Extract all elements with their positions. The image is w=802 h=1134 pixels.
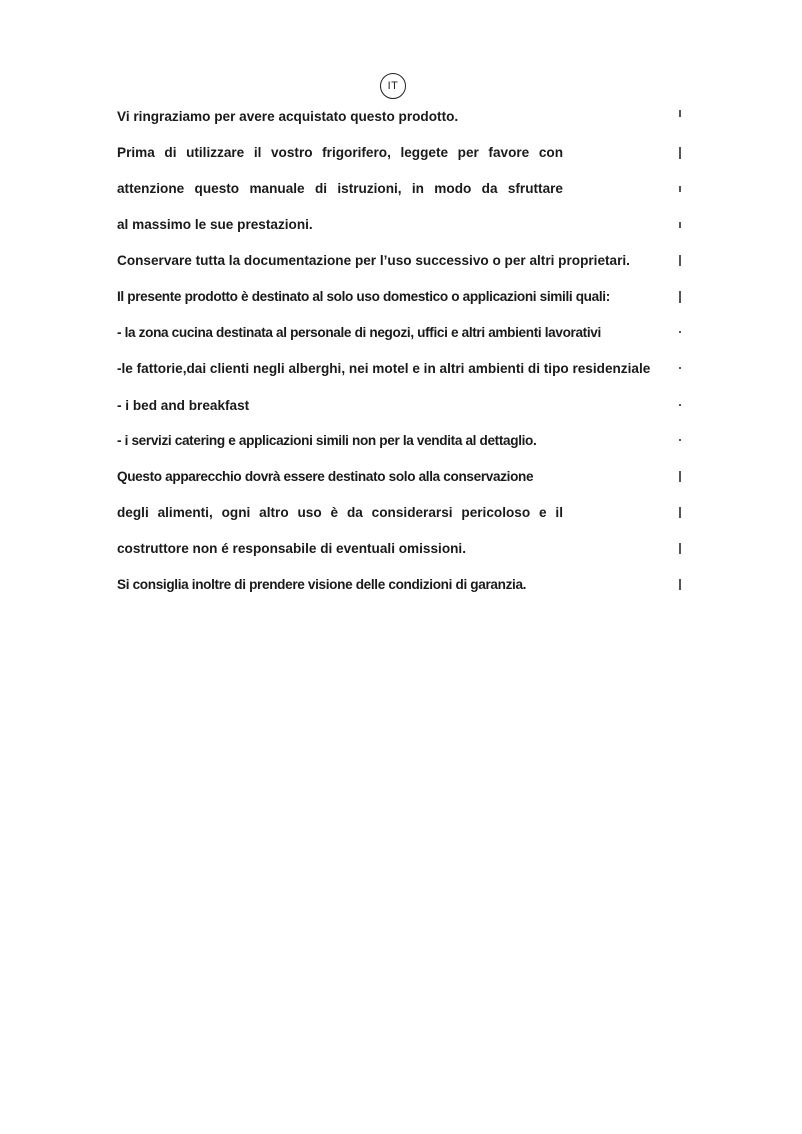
edge-mark — [679, 186, 681, 192]
paragraph-food-storage-2: degli alimenti, ogni altro uso è da considerarsi pericoloso e il — [117, 505, 563, 520]
edge-mark — [679, 367, 681, 369]
edge-mark — [679, 471, 681, 482]
paragraph-food-storage-3: costruttore non é responsabile di eventuali omissioni. — [117, 541, 466, 556]
list-item-farm-hotels: -le fattorie,dai clienti negli alberghi, nei motel e in altri ambienti di tipo residenziale — [117, 361, 651, 376]
paragraph-domestic-use: Il presente prodotto è destinato al solo uso domestico o applicazioni simili quali: — [117, 289, 610, 304]
edge-mark — [679, 110, 681, 117]
paragraph-keep-documentation: Conservare tutta la documentazione per l’uso successivo o per altri proprietari. — [117, 253, 630, 268]
edge-mark — [679, 255, 681, 266]
edge-mark — [679, 439, 681, 441]
language-badge — [380, 73, 406, 99]
paragraph-food-storage-1: Questo apparecchio dovrà essere destinato solo alla conservazione — [117, 469, 534, 484]
list-item-catering: - i servizi catering e applicazioni simili non per la vendita al dettaglio. — [117, 433, 537, 448]
paragraph-read-manual-2: attenzione questo manuale di istruzioni, in modo da sfruttare — [117, 181, 563, 196]
list-item-bed-breakfast: - i bed and breakfast — [117, 398, 250, 413]
edge-mark — [679, 579, 681, 590]
edge-mark — [679, 222, 681, 228]
paragraph-thanks: Vi ringraziamo per avere acquistato questo prodotto. — [117, 109, 459, 124]
edge-mark — [679, 543, 681, 554]
edge-mark — [679, 147, 681, 159]
list-item-staff-kitchen: - la zona cucina destinata al personale di negozi, uffici e altri ambienti lavorativi — [117, 325, 601, 340]
paragraph-warranty: Si consiglia inoltre di prendere visione delle condizioni di garanzia. — [117, 577, 527, 592]
edge-mark — [679, 331, 681, 333]
language-code: IT — [387, 80, 399, 92]
paragraph-read-manual-3: al massimo le sue prestazioni. — [117, 217, 313, 232]
edge-mark — [679, 404, 681, 406]
edge-mark — [679, 507, 681, 518]
edge-mark — [679, 291, 681, 303]
paragraph-read-manual-1: Prima di utilizzare il vostro frigorifero, leggete per favore con — [117, 145, 563, 160]
